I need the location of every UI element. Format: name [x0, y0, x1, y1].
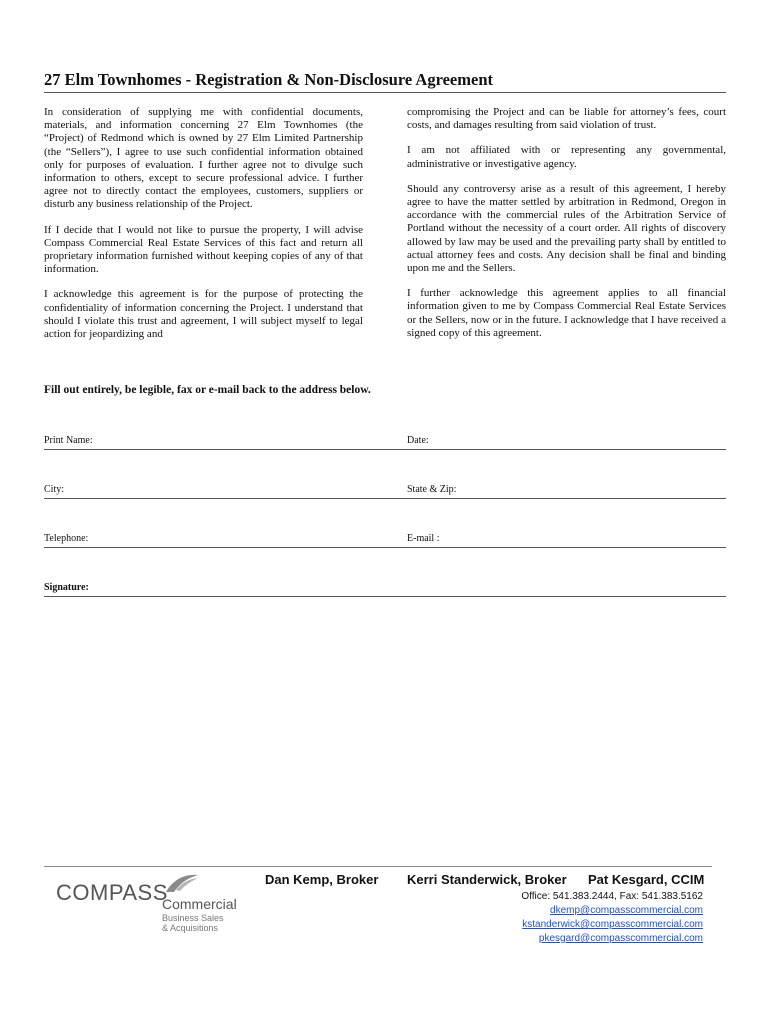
broker-pat-kesgard: Pat Kesgard, CCIM: [588, 872, 705, 887]
form-row-signature: [44, 582, 726, 597]
paragraph-return-information: If I decide that I would not like to pursue the property, I will advise Compass Commercial Real Estate Services of this fact and return all proprietary information furnished without keeping copies of any of that information.: [44, 223, 363, 276]
agreement-right-column: [407, 106, 726, 352]
email-link-kstanderwick[interactable]: kstanderwick@compasscommercial.com: [522, 919, 703, 930]
paragraph-liability: compromising the Project and can be liable for attorney’s fees, court costs, and damages resulting from said violation of trust.: [407, 106, 726, 132]
print-name-field[interactable]: Print Name:: [44, 435, 93, 446]
fill-out-instruction: Fill out entirely, be legible, fax or e-mail back to the address below.: [44, 384, 371, 396]
form-row-phone-email: [44, 533, 726, 548]
paragraph-acknowledge-purpose: I acknowledge this agreement is for the purpose of protecting the confidentiality of information concerning the Project. I understand that should I violate this trust and agreement, I will subject myself to legal action for jeopardizing and: [44, 288, 363, 341]
logo-tagline-line2: & Acquisitions: [162, 923, 219, 933]
email-link-pkesgard[interactable]: pkesgard@compasscommercial.com: [538, 933, 703, 944]
logo-wordmark: COMPASS: [56, 880, 168, 905]
logo-tagline-line1: Business Sales: [162, 913, 224, 923]
agreement-left-column: [44, 106, 363, 353]
office-contact: Office: 541.383.2444, Fax: 541.383.5162: [521, 891, 703, 902]
paragraph-consideration: In consideration of supplying me with confidential documents, materials, and information concerning 27 Elm Townhomes (the “Project) of Redmond which is owned by 27 Elm Limited Partnership (the “Sellers”), I agree to use such confidential information obtained only for purposes of evaluation. I further agree not to divulge such information to others, except to secure professional advice. I further agree not to directly contact the employees, customers, suppliers or disturb any business relationship of the Project.: [44, 106, 363, 211]
city-field[interactable]: City:: [44, 484, 65, 495]
date-field[interactable]: Date:: [407, 435, 429, 446]
logo-commercial: Commercial: [162, 896, 237, 912]
form-row-city-state: [44, 484, 726, 499]
email-field[interactable]: E-mail :: [407, 533, 440, 544]
state-zip-field[interactable]: State & Zip:: [407, 484, 457, 495]
paragraph-not-affiliated: I am not affiliated with or representing any governmental, administrative or investigative agency.: [407, 144, 726, 170]
broker-dan-kemp: Dan Kemp, Broker: [265, 872, 379, 887]
paragraph-financial-info: I further acknowledge this agreement applies to all financial information given to me by Compass Commercial Real Estate Services or the Sellers, now or in the future. I acknowledge that I have received a signed copy of this agreement.: [407, 287, 726, 339]
signature-field[interactable]: Signature:: [44, 582, 89, 593]
telephone-field[interactable]: Telephone:: [44, 533, 89, 544]
paragraph-arbitration: Should any controversy arise as a result of this agreement, I hereby agree to have the matter settled by arbitration in Redmond, Oregon in accordance with the commercial rules of the Arbitration Service of Portland without the necessity of a court order. All rights of discovery allowed by law may be used and the prevailing party shall by entitled to actual attorney fees and costs. Any decision shall be final and binding upon me and the Sellers.: [407, 182, 726, 275]
compass-swoosh-icon: [164, 872, 200, 894]
compass-logo: [56, 872, 236, 936]
footer-divider: [44, 866, 712, 867]
form-row-name-date: [44, 435, 726, 450]
email-link-dkemp[interactable]: dkemp@compasscommercial.com: [550, 905, 703, 916]
broker-kerri-standerwick: Kerri Standerwick, Broker: [407, 872, 567, 887]
logo-tagline: [162, 913, 224, 933]
title-divider: [44, 92, 726, 93]
page-title: 27 Elm Townhomes - Registration & Non-Disclosure Agreement: [44, 70, 493, 89]
